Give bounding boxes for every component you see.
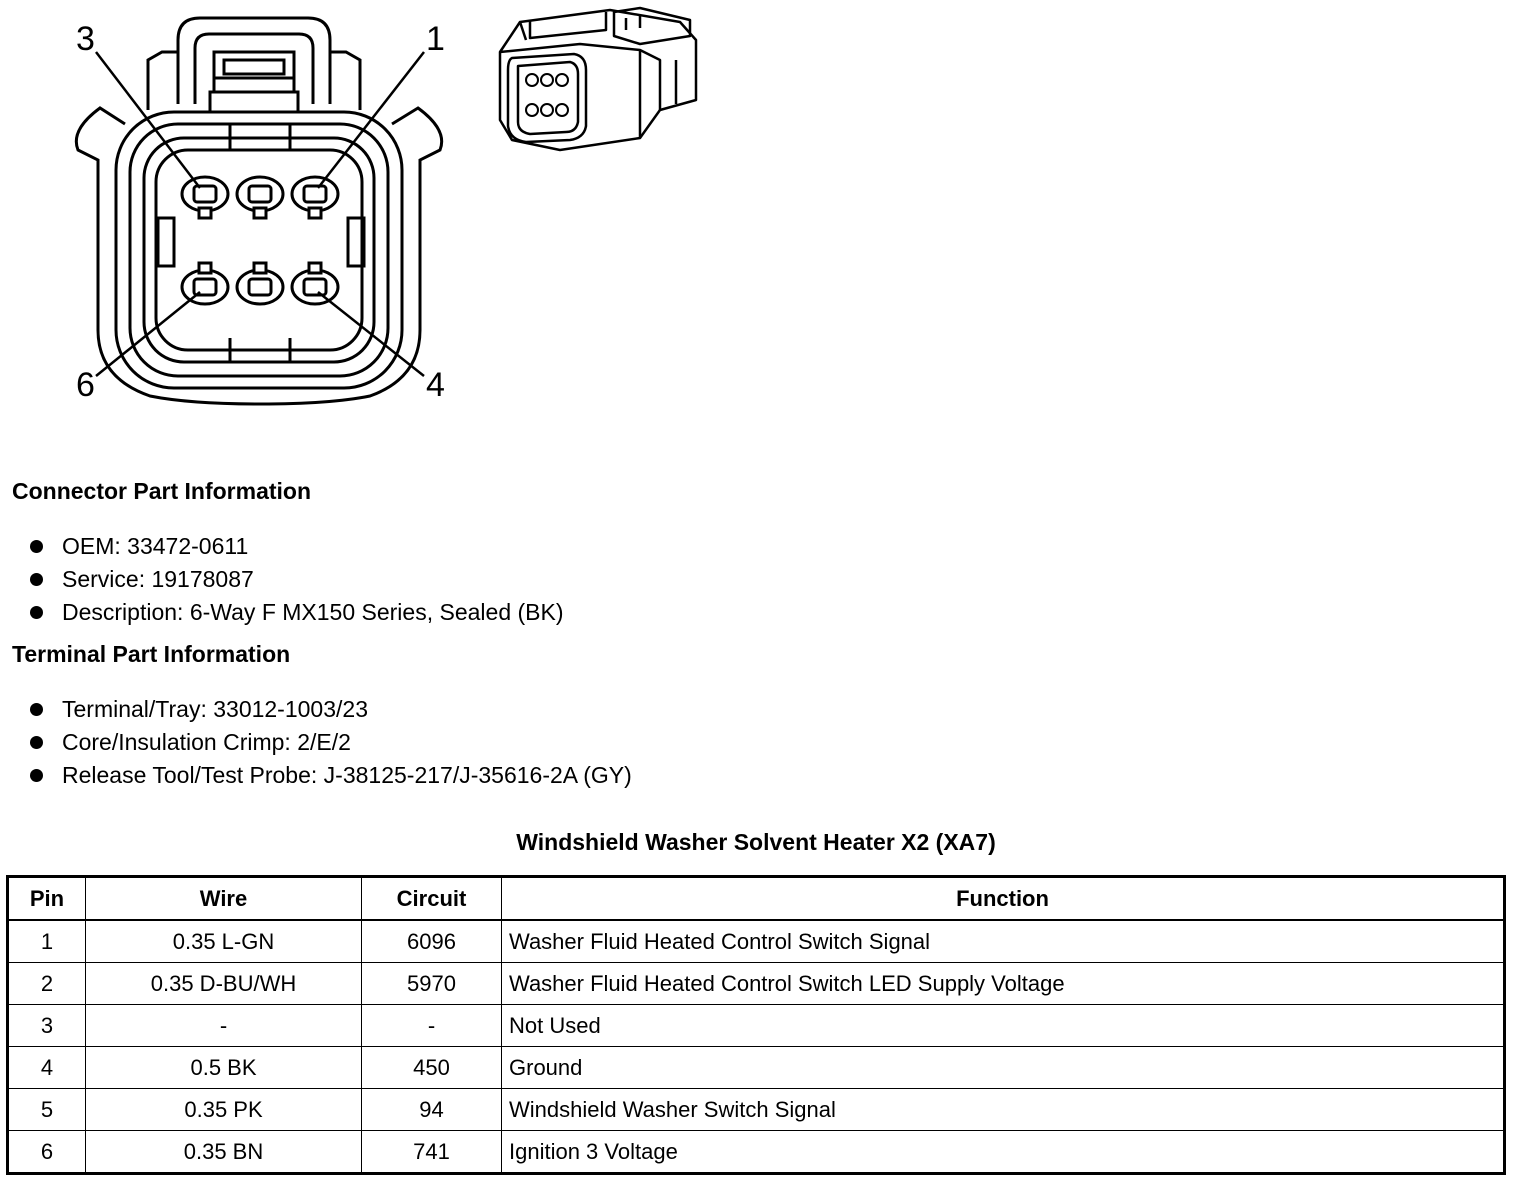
pin-label-1: 1 (426, 20, 445, 58)
pin-label-3: 3 (76, 20, 95, 58)
cell-circuit: 450 (362, 1047, 502, 1089)
pin-label-4: 4 (426, 366, 445, 404)
cell-pin: 2 (8, 963, 86, 1005)
list-item: Core/Insulation Crimp: 2/E/2 (30, 726, 632, 759)
column-header-pin: Pin (8, 877, 86, 921)
pinout-table (6, 875, 1506, 1175)
cell-function: Windshield Washer Switch Signal (502, 1089, 1505, 1131)
cell-wire: - (86, 1005, 362, 1047)
cell-wire: 0.35 D-BU/WH (86, 963, 362, 1005)
cell-function: Washer Fluid Heated Control Switch LED Supply Voltage (502, 963, 1505, 1005)
table-row (8, 1005, 1505, 1047)
cell-function: Ignition 3 Voltage (502, 1131, 1505, 1174)
cell-pin: 5 (8, 1089, 86, 1131)
cavity-pin-5 (237, 263, 283, 304)
table-row (8, 963, 1505, 1005)
bullet-icon (30, 703, 43, 716)
terminal-cavities (182, 177, 338, 304)
cell-circuit: 5970 (362, 963, 502, 1005)
cell-pin: 6 (8, 1131, 86, 1174)
bullet-icon (30, 769, 43, 782)
cell-wire: 0.5 BK (86, 1047, 362, 1089)
table-row (8, 1089, 1505, 1131)
bullet-icon (30, 736, 43, 749)
table-title: Windshield Washer Solvent Heater X2 (XA7) (516, 829, 996, 855)
cell-function: Not Used (502, 1005, 1505, 1047)
cell-pin: 1 (8, 920, 86, 963)
cavity-pin-6 (182, 263, 228, 304)
terminal-info-heading: Terminal Part Information (12, 641, 291, 667)
bullet-icon (30, 540, 43, 553)
cell-pin: 3 (8, 1005, 86, 1047)
cell-circuit: 741 (362, 1131, 502, 1174)
bullet-icon (30, 606, 43, 619)
table-row (8, 920, 1505, 963)
column-header-circuit: Circuit (362, 877, 502, 921)
table-header-row (8, 877, 1505, 921)
list-item: OEM: 33472-0611 (30, 530, 564, 563)
list-item: Release Tool/Test Probe: J-38125-217/J-35616-2A (GY) (30, 759, 632, 792)
table-row (8, 1131, 1505, 1174)
list-item: Service: 19178087 (30, 563, 564, 596)
cavity-pin-3 (182, 177, 228, 218)
cell-function: Ground (502, 1047, 1505, 1089)
cell-circuit: 6096 (362, 920, 502, 963)
connector-info-list (30, 530, 564, 629)
cell-function: Washer Fluid Heated Control Switch Signal (502, 920, 1505, 963)
connector-info-heading: Connector Part Information (12, 478, 312, 504)
column-header-wire: Wire (86, 877, 362, 921)
cavity-pin-2 (237, 177, 283, 218)
terminal-info-list (30, 693, 632, 792)
cell-wire: 0.35 BN (86, 1131, 362, 1174)
pin-label-6: 6 (76, 366, 95, 404)
cell-pin: 4 (8, 1047, 86, 1089)
cell-wire: 0.35 L-GN (86, 920, 362, 963)
column-header-function: Function (502, 877, 1505, 921)
table-row (8, 1047, 1505, 1089)
cell-circuit: - (362, 1005, 502, 1047)
cavity-pin-4 (292, 263, 338, 304)
bullet-icon (30, 573, 43, 586)
cell-wire: 0.35 PK (86, 1089, 362, 1131)
cell-circuit: 94 (362, 1089, 502, 1131)
list-item: Description: 6-Way F MX150 Series, Sealed (BK) (30, 596, 564, 629)
connector-isometric-thumbnail (0, 0, 720, 170)
list-item: Terminal/Tray: 33012-1003/23 (30, 693, 632, 726)
cavity-pin-1 (292, 177, 338, 218)
